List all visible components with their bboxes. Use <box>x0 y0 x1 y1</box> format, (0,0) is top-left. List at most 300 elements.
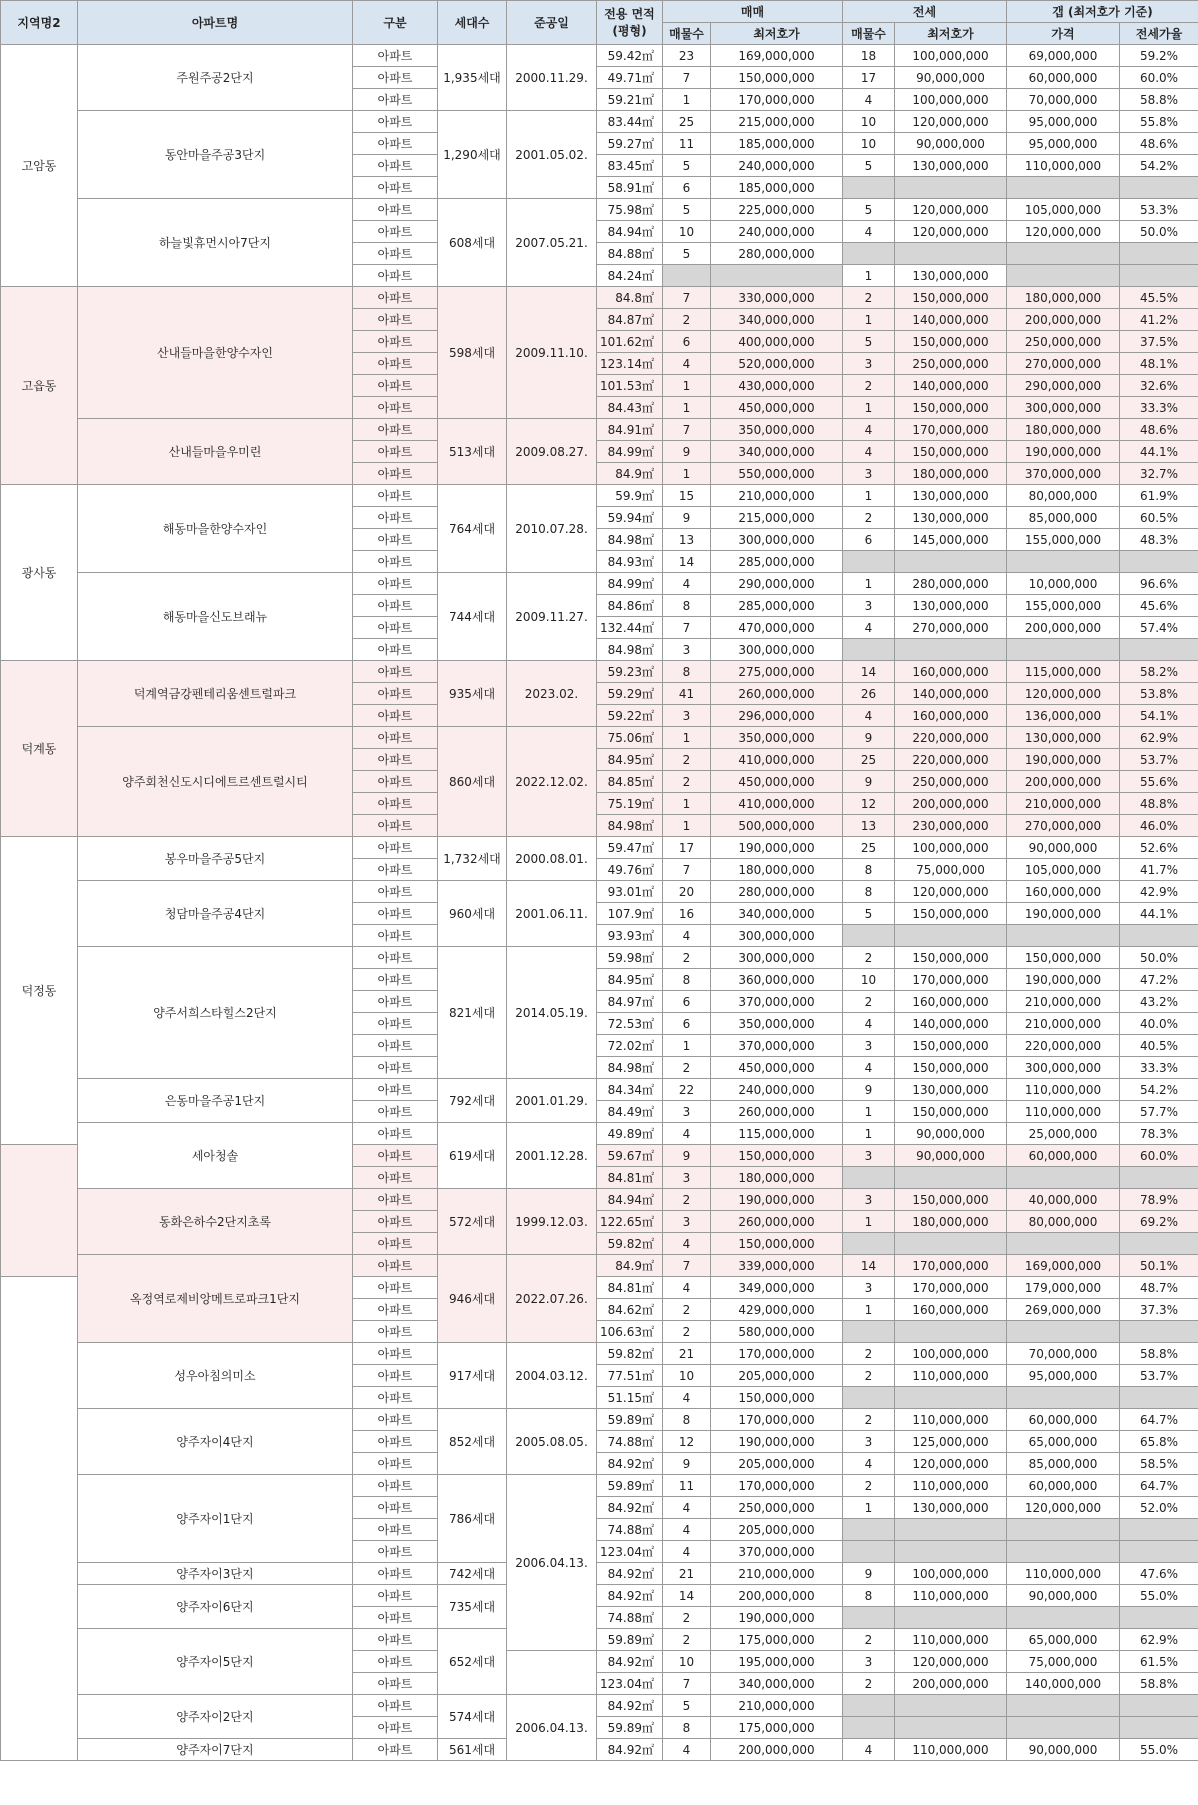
region-cell: 덕계동 <box>1 661 78 837</box>
jeonse-price-cell: 170,000,000 <box>895 1277 1007 1299</box>
area-cell: 59.89㎡ <box>597 1409 663 1431</box>
jeonse-rate-cell: 96.6% <box>1120 573 1198 595</box>
jeonse-count-cell <box>843 551 895 573</box>
header-households[interactable]: 세대수 <box>438 1 507 45</box>
sale-price-cell: 260,000,000 <box>711 1211 843 1233</box>
area-cell: 84.95㎡ <box>597 749 663 771</box>
sale-price-cell: 185,000,000 <box>711 177 843 199</box>
sale-price-cell: 150,000,000 <box>711 1145 843 1167</box>
sale-price-cell: 340,000,000 <box>711 309 843 331</box>
table-row <box>1 1739 1198 1761</box>
sale-count-cell: 4 <box>663 1519 711 1541</box>
jeonse-count-cell: 1 <box>843 1101 895 1123</box>
jeonse-rate-cell: 48.6% <box>1120 419 1198 441</box>
sale-count-cell: 5 <box>663 199 711 221</box>
type-cell: 아파트 <box>353 331 438 353</box>
apartment-name-cell: 산내들마을한양수자인 <box>78 287 353 419</box>
sale-count-cell: 7 <box>663 617 711 639</box>
households-cell: 619세대 <box>438 1123 507 1189</box>
area-cell: 84.92㎡ <box>597 1695 663 1717</box>
gap-price-cell: 190,000,000 <box>1007 441 1120 463</box>
type-cell: 아파트 <box>353 793 438 815</box>
type-cell: 아파트 <box>353 1585 438 1607</box>
type-cell: 아파트 <box>353 529 438 551</box>
header-gap[interactable]: 갭 (최저호가 기준) <box>1007 1 1198 23</box>
area-cell: 59.89㎡ <box>597 1629 663 1651</box>
type-cell: 아파트 <box>353 1387 438 1409</box>
jeonse-count-cell: 1 <box>843 1211 895 1233</box>
jeonse-rate-cell: 48.6% <box>1120 133 1198 155</box>
type-cell: 아파트 <box>353 1079 438 1101</box>
jeonse-rate-cell: 62.9% <box>1120 727 1198 749</box>
sale-count-cell: 10 <box>663 221 711 243</box>
sale-price-cell: 285,000,000 <box>711 595 843 617</box>
type-cell: 아파트 <box>353 903 438 925</box>
header-sale-min-price[interactable]: 최저호가 <box>711 23 843 45</box>
sale-count-cell: 3 <box>663 705 711 727</box>
jeonse-rate-cell: 50.1% <box>1120 1255 1198 1277</box>
type-cell: 아파트 <box>353 727 438 749</box>
jeonse-price-cell: 230,000,000 <box>895 815 1007 837</box>
sale-price-cell <box>711 265 843 287</box>
sale-price-cell: 150,000,000 <box>711 1387 843 1409</box>
type-cell: 아파트 <box>353 133 438 155</box>
completion-date-cell: 2000.08.01. <box>507 837 597 881</box>
jeonse-rate-cell: 33.3% <box>1120 1057 1198 1079</box>
sale-count-cell: 7 <box>663 1673 711 1695</box>
sale-count-cell: 1 <box>663 793 711 815</box>
gap-price-cell <box>1007 1695 1120 1717</box>
jeonse-count-cell: 3 <box>843 1651 895 1673</box>
jeonse-rate-cell <box>1120 925 1198 947</box>
jeonse-rate-cell: 54.1% <box>1120 705 1198 727</box>
jeonse-rate-cell: 48.1% <box>1120 353 1198 375</box>
apartment-name-cell: 성우아침의미소 <box>78 1343 353 1409</box>
apartment-name-cell: 덕계역금강펜테리움센트럴파크 <box>78 661 353 727</box>
completion-date-cell: 2023.02. <box>507 661 597 727</box>
jeonse-count-cell <box>843 1607 895 1629</box>
area-cell: 101.62㎡ <box>597 331 663 353</box>
sale-count-cell: 4 <box>663 353 711 375</box>
area-cell: 49.71㎡ <box>597 67 663 89</box>
jeonse-rate-cell <box>1120 551 1198 573</box>
households-cell: 744세대 <box>438 573 507 661</box>
type-cell: 아파트 <box>353 1013 438 1035</box>
type-cell: 아파트 <box>353 1695 438 1717</box>
header-type[interactable]: 구분 <box>353 1 438 45</box>
table-row <box>1 1563 1198 1585</box>
jeonse-rate-cell: 57.4% <box>1120 617 1198 639</box>
table-row <box>1 1255 1198 1277</box>
gap-price-cell: 190,000,000 <box>1007 749 1120 771</box>
sale-price-cell: 150,000,000 <box>711 67 843 89</box>
sale-count-cell: 14 <box>663 551 711 573</box>
jeonse-count-cell: 2 <box>843 1365 895 1387</box>
jeonse-price-cell: 140,000,000 <box>895 309 1007 331</box>
jeonse-rate-cell: 54.2% <box>1120 155 1198 177</box>
area-cell: 59.47㎡ <box>597 837 663 859</box>
sale-price-cell: 430,000,000 <box>711 375 843 397</box>
jeonse-price-cell: 120,000,000 <box>895 1651 1007 1673</box>
jeonse-price-cell <box>895 1167 1007 1189</box>
type-cell: 아파트 <box>353 1629 438 1651</box>
header-sale-count[interactable]: 매물수 <box>663 23 711 45</box>
sale-price-cell: 215,000,000 <box>711 507 843 529</box>
gap-price-cell: 155,000,000 <box>1007 595 1120 617</box>
jeonse-count-cell: 1 <box>843 397 895 419</box>
sale-price-cell: 290,000,000 <box>711 573 843 595</box>
completion-date-cell: 2006.04.13. <box>507 1475 597 1651</box>
jeonse-price-cell: 200,000,000 <box>895 793 1007 815</box>
sale-price-cell: 370,000,000 <box>711 1541 843 1563</box>
jeonse-price-cell: 160,000,000 <box>895 705 1007 727</box>
type-cell: 아파트 <box>353 1541 438 1563</box>
households-cell: 652세대 <box>438 1629 507 1695</box>
jeonse-rate-cell <box>1120 1717 1198 1739</box>
jeonse-rate-cell: 60.0% <box>1120 67 1198 89</box>
jeonse-count-cell: 5 <box>843 331 895 353</box>
type-cell: 아파트 <box>353 1563 438 1585</box>
jeonse-count-cell: 1 <box>843 1497 895 1519</box>
sale-price-cell: 340,000,000 <box>711 441 843 463</box>
completion-date-cell: 2004.03.12. <box>507 1343 597 1409</box>
header-region[interactable]: 지역명2 <box>1 1 78 45</box>
jeonse-rate-cell: 55.0% <box>1120 1585 1198 1607</box>
jeonse-rate-cell: 78.3% <box>1120 1123 1198 1145</box>
sale-count-cell: 3 <box>663 1101 711 1123</box>
jeonse-price-cell: 150,000,000 <box>895 1035 1007 1057</box>
jeonse-rate-cell <box>1120 1519 1198 1541</box>
jeonse-count-cell <box>843 1233 895 1255</box>
jeonse-count-cell: 3 <box>843 1431 895 1453</box>
gap-price-cell: 200,000,000 <box>1007 309 1120 331</box>
jeonse-price-cell: 150,000,000 <box>895 441 1007 463</box>
jeonse-count-cell: 6 <box>843 529 895 551</box>
gap-price-cell: 40,000,000 <box>1007 1189 1120 1211</box>
area-cell: 74.88㎡ <box>597 1519 663 1541</box>
jeonse-count-cell: 4 <box>843 1013 895 1035</box>
jeonse-price-cell: 200,000,000 <box>895 1673 1007 1695</box>
sale-price-cell: 210,000,000 <box>711 485 843 507</box>
sale-price-cell: 280,000,000 <box>711 243 843 265</box>
area-cell: 84.92㎡ <box>597 1585 663 1607</box>
type-cell: 아파트 <box>353 1233 438 1255</box>
type-cell: 아파트 <box>353 1475 438 1497</box>
sale-price-cell: 349,000,000 <box>711 1277 843 1299</box>
header-area-sub: (평형) <box>612 23 647 38</box>
area-cell: 59.22㎡ <box>597 705 663 727</box>
jeonse-rate-cell: 55.6% <box>1120 771 1198 793</box>
type-cell: 아파트 <box>353 1497 438 1519</box>
jeonse-count-cell: 3 <box>843 1277 895 1299</box>
jeonse-price-cell: 110,000,000 <box>895 1475 1007 1497</box>
sale-count-cell: 9 <box>663 441 711 463</box>
jeonse-rate-cell: 58.2% <box>1120 661 1198 683</box>
completion-date-cell: 2001.12.28. <box>507 1123 597 1189</box>
sale-price-cell: 170,000,000 <box>711 89 843 111</box>
type-cell: 아파트 <box>353 1365 438 1387</box>
sale-count-cell: 11 <box>663 133 711 155</box>
sale-price-cell: 190,000,000 <box>711 1189 843 1211</box>
jeonse-price-cell: 130,000,000 <box>895 507 1007 529</box>
area-cell: 74.88㎡ <box>597 1607 663 1629</box>
area-cell: 84.43㎡ <box>597 397 663 419</box>
sale-count-cell: 6 <box>663 991 711 1013</box>
jeonse-rate-cell: 60.0% <box>1120 1145 1198 1167</box>
jeonse-price-cell: 110,000,000 <box>895 1409 1007 1431</box>
jeonse-rate-cell: 32.7% <box>1120 463 1198 485</box>
area-cell: 59.82㎡ <box>597 1233 663 1255</box>
jeonse-rate-cell: 41.2% <box>1120 309 1198 331</box>
gap-price-cell: 270,000,000 <box>1007 353 1120 375</box>
households-cell: 792세대 <box>438 1079 507 1123</box>
jeonse-count-cell <box>843 1519 895 1541</box>
jeonse-price-cell: 140,000,000 <box>895 375 1007 397</box>
sale-price-cell: 175,000,000 <box>711 1717 843 1739</box>
jeonse-rate-cell <box>1120 1607 1198 1629</box>
type-cell: 아파트 <box>353 1739 438 1761</box>
gap-price-cell: 150,000,000 <box>1007 947 1120 969</box>
type-cell: 아파트 <box>353 551 438 573</box>
jeonse-price-cell: 170,000,000 <box>895 969 1007 991</box>
area-cell: 59.94㎡ <box>597 507 663 529</box>
jeonse-rate-cell: 61.9% <box>1120 485 1198 507</box>
jeonse-count-cell: 8 <box>843 881 895 903</box>
jeonse-rate-cell: 58.5% <box>1120 1453 1198 1475</box>
jeonse-count-cell: 12 <box>843 793 895 815</box>
header-jeonse[interactable]: 전세 <box>843 1 1007 23</box>
type-cell: 아파트 <box>353 639 438 661</box>
area-cell: 93.93㎡ <box>597 925 663 947</box>
gap-price-cell: 160,000,000 <box>1007 881 1120 903</box>
jeonse-rate-cell: 64.7% <box>1120 1409 1198 1431</box>
header-apartment-name[interactable]: 아파트명 <box>78 1 353 45</box>
jeonse-count-cell: 4 <box>843 441 895 463</box>
sale-count-cell: 9 <box>663 1453 711 1475</box>
jeonse-rate-cell: 69.2% <box>1120 1211 1198 1233</box>
jeonse-price-cell: 140,000,000 <box>895 1013 1007 1035</box>
area-cell: 59.82㎡ <box>597 1343 663 1365</box>
header-sale[interactable]: 매매 <box>663 1 843 23</box>
header-jeonse-count[interactable]: 매물수 <box>843 23 895 45</box>
jeonse-rate-cell: 58.8% <box>1120 89 1198 111</box>
sale-price-cell: 550,000,000 <box>711 463 843 485</box>
type-cell: 아파트 <box>353 749 438 771</box>
sale-count-cell: 4 <box>663 1541 711 1563</box>
households-cell: 821세대 <box>438 947 507 1079</box>
sale-price-cell: 260,000,000 <box>711 1101 843 1123</box>
gap-price-cell: 120,000,000 <box>1007 1497 1120 1519</box>
jeonse-rate-cell: 47.2% <box>1120 969 1198 991</box>
completion-date-cell: 2009.11.27. <box>507 573 597 661</box>
gap-price-cell: 80,000,000 <box>1007 1211 1120 1233</box>
sale-price-cell: 400,000,000 <box>711 331 843 353</box>
jeonse-price-cell: 160,000,000 <box>895 1299 1007 1321</box>
apartment-name-cell: 청담마을주공4단지 <box>78 881 353 947</box>
gap-price-cell <box>1007 265 1120 287</box>
sale-price-cell: 285,000,000 <box>711 551 843 573</box>
jeonse-count-cell <box>843 925 895 947</box>
area-cell: 84.99㎡ <box>597 573 663 595</box>
jeonse-price-cell <box>895 1387 1007 1409</box>
gap-price-cell: 200,000,000 <box>1007 617 1120 639</box>
header-jeonse-min-price[interactable]: 최저호가 <box>895 23 1007 45</box>
jeonse-rate-cell: 62.9% <box>1120 1629 1198 1651</box>
table-row <box>1 419 1198 441</box>
type-cell: 아파트 <box>353 155 438 177</box>
header-area-label: 전용 면적 <box>604 6 655 21</box>
header-completion-date[interactable]: 준공일 <box>507 1 597 45</box>
jeonse-price-cell <box>895 177 1007 199</box>
area-cell: 75.19㎡ <box>597 793 663 815</box>
gap-price-cell <box>1007 1607 1120 1629</box>
type-cell: 아파트 <box>353 1409 438 1431</box>
gap-price-cell: 80,000,000 <box>1007 485 1120 507</box>
sale-count-cell: 8 <box>663 661 711 683</box>
type-cell: 아파트 <box>353 463 438 485</box>
gap-price-cell: 105,000,000 <box>1007 199 1120 221</box>
households-cell: 860세대 <box>438 727 507 837</box>
jeonse-rate-cell: 33.3% <box>1120 397 1198 419</box>
jeonse-count-cell: 1 <box>843 265 895 287</box>
type-cell: 아파트 <box>353 1321 438 1343</box>
jeonse-price-cell: 150,000,000 <box>895 331 1007 353</box>
gap-price-cell: 210,000,000 <box>1007 991 1120 1013</box>
sale-count-cell: 7 <box>663 1255 711 1277</box>
sale-count-cell: 4 <box>663 1739 711 1761</box>
completion-date-cell: 2022.12.02. <box>507 727 597 837</box>
jeonse-rate-cell <box>1120 1233 1198 1255</box>
gap-price-cell: 180,000,000 <box>1007 419 1120 441</box>
area-cell: 123.04㎡ <box>597 1673 663 1695</box>
header-area[interactable] <box>597 1 663 45</box>
jeonse-rate-cell <box>1120 639 1198 661</box>
area-cell: 84.94㎡ <box>597 221 663 243</box>
gap-price-cell: 110,000,000 <box>1007 1079 1120 1101</box>
jeonse-rate-cell: 53.7% <box>1120 749 1198 771</box>
type-cell: 아파트 <box>353 1255 438 1277</box>
jeonse-rate-cell: 37.5% <box>1120 331 1198 353</box>
type-cell: 아파트 <box>353 859 438 881</box>
jeonse-rate-cell: 45.6% <box>1120 595 1198 617</box>
type-cell: 아파트 <box>353 1189 438 1211</box>
type-cell: 아파트 <box>353 1123 438 1145</box>
jeonse-price-cell: 90,000,000 <box>895 1145 1007 1167</box>
type-cell: 아파트 <box>353 89 438 111</box>
sale-count-cell: 4 <box>663 573 711 595</box>
gap-price-cell: 60,000,000 <box>1007 1145 1120 1167</box>
jeonse-rate-cell: 37.3% <box>1120 1299 1198 1321</box>
jeonse-count-cell: 2 <box>843 1629 895 1651</box>
jeonse-count-cell <box>843 1167 895 1189</box>
apartment-name-cell: 동화은하수2단지초록 <box>78 1189 353 1255</box>
area-cell: 84.98㎡ <box>597 815 663 837</box>
jeonse-price-cell: 100,000,000 <box>895 89 1007 111</box>
area-cell: 84.95㎡ <box>597 969 663 991</box>
area-cell: 84.24㎡ <box>597 265 663 287</box>
completion-date-cell: 2005.08.05. <box>507 1409 597 1475</box>
area-cell: 84.9㎡ <box>597 463 663 485</box>
jeonse-rate-cell: 40.5% <box>1120 1035 1198 1057</box>
jeonse-rate-cell <box>1120 265 1198 287</box>
jeonse-price-cell: 150,000,000 <box>895 1057 1007 1079</box>
type-cell: 아파트 <box>353 1145 438 1167</box>
jeonse-rate-cell <box>1120 177 1198 199</box>
gap-price-cell: 210,000,000 <box>1007 793 1120 815</box>
apartment-name-cell: 주원주공2단지 <box>78 45 353 111</box>
header-jeonse-rate[interactable]: 전세가율 <box>1120 23 1198 45</box>
gap-price-cell: 250,000,000 <box>1007 331 1120 353</box>
sale-count-cell: 14 <box>663 1585 711 1607</box>
jeonse-price-cell: 120,000,000 <box>895 1453 1007 1475</box>
area-cell: 49.89㎡ <box>597 1123 663 1145</box>
jeonse-price-cell: 145,000,000 <box>895 529 1007 551</box>
sale-price-cell: 410,000,000 <box>711 793 843 815</box>
sale-price-cell: 205,000,000 <box>711 1365 843 1387</box>
jeonse-count-cell: 3 <box>843 595 895 617</box>
apartment-name-cell: 세아청솔 <box>78 1123 353 1189</box>
type-cell: 아파트 <box>353 265 438 287</box>
sale-count-cell: 2 <box>663 1629 711 1651</box>
jeonse-count-cell <box>843 1717 895 1739</box>
gap-price-cell: 200,000,000 <box>1007 771 1120 793</box>
type-cell: 아파트 <box>353 419 438 441</box>
jeonse-rate-cell: 53.8% <box>1120 683 1198 705</box>
area-cell: 72.02㎡ <box>597 1035 663 1057</box>
jeonse-count-cell: 5 <box>843 903 895 925</box>
jeonse-price-cell: 170,000,000 <box>895 419 1007 441</box>
apartment-name-cell: 산내들마을우미린 <box>78 419 353 485</box>
sale-count-cell: 8 <box>663 1717 711 1739</box>
jeonse-rate-cell: 41.7% <box>1120 859 1198 881</box>
type-cell: 아파트 <box>353 1211 438 1233</box>
sale-count-cell: 2 <box>663 749 711 771</box>
apartment-name-cell: 해동마을신도브래뉴 <box>78 573 353 661</box>
sale-count-cell: 8 <box>663 969 711 991</box>
sale-price-cell: 296,000,000 <box>711 705 843 727</box>
households-cell: 572세대 <box>438 1189 507 1255</box>
jeonse-rate-cell: 43.2% <box>1120 991 1198 1013</box>
header-gap-price[interactable]: 가격 <box>1007 23 1120 45</box>
area-cell: 84.93㎡ <box>597 551 663 573</box>
gap-price-cell <box>1007 1321 1120 1343</box>
type-cell: 아파트 <box>353 1101 438 1123</box>
sale-price-cell: 170,000,000 <box>711 1343 843 1365</box>
type-cell: 아파트 <box>353 947 438 969</box>
region-cell: 고읍동 <box>1 287 78 485</box>
area-cell: 84.88㎡ <box>597 243 663 265</box>
gap-price-cell: 290,000,000 <box>1007 375 1120 397</box>
gap-price-cell: 60,000,000 <box>1007 67 1120 89</box>
households-cell: 960세대 <box>438 881 507 947</box>
type-cell: 아파트 <box>353 573 438 595</box>
completion-date-cell: 1999.12.03. <box>507 1189 597 1255</box>
gap-price-cell: 120,000,000 <box>1007 221 1120 243</box>
sale-count-cell: 16 <box>663 903 711 925</box>
region-cell: 덕정동 <box>1 837 78 1145</box>
area-cell: 107.9㎡ <box>597 903 663 925</box>
area-cell: 84.91㎡ <box>597 419 663 441</box>
gap-price-cell: 110,000,000 <box>1007 1563 1120 1585</box>
completion-date-cell: 2006.04.13. <box>507 1695 597 1761</box>
area-cell: 84.92㎡ <box>597 1497 663 1519</box>
gap-price-cell: 270,000,000 <box>1007 815 1120 837</box>
completion-date-cell: 2009.08.27. <box>507 419 597 485</box>
table-row <box>1 573 1198 595</box>
jeonse-price-cell <box>895 925 1007 947</box>
table-row <box>1 485 1198 507</box>
jeonse-count-cell: 14 <box>843 1255 895 1277</box>
